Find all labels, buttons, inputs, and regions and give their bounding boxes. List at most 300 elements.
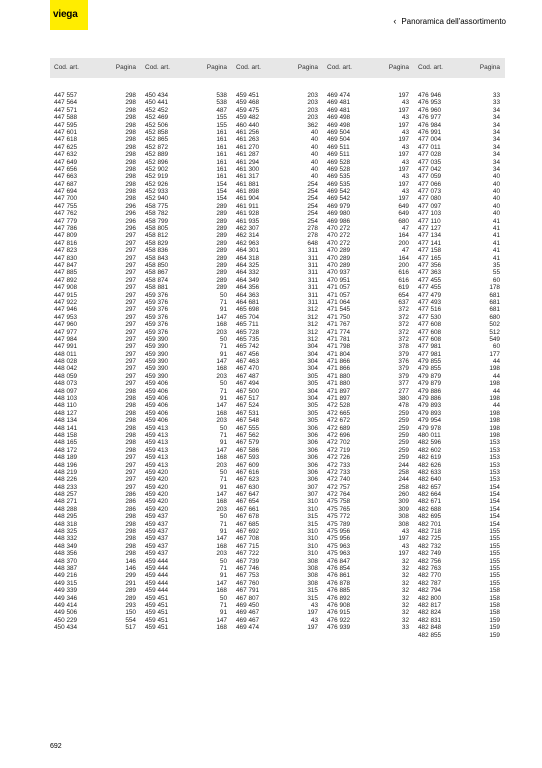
page-ref[interactable]: 254 (307, 217, 318, 225)
page-ref[interactable]: 362 (307, 121, 318, 129)
page-ref[interactable]: 32 (401, 616, 409, 624)
page-ref[interactable]: 311 (307, 284, 318, 292)
page-ref[interactable]: 35 (492, 261, 500, 269)
page-ref[interactable]: 379 (398, 365, 409, 373)
page-ref[interactable]: 297 (125, 335, 136, 343)
page-ref[interactable]: 147 (216, 446, 227, 454)
page-ref[interactable]: 312 (307, 328, 318, 336)
page-ref[interactable]: 91 (219, 609, 227, 617)
page-ref[interactable]: 50 (219, 291, 227, 299)
page-ref[interactable]: 32 (401, 594, 409, 602)
page-ref[interactable]: 146 (125, 557, 136, 565)
page-ref[interactable]: 289 (216, 247, 227, 255)
page-ref[interactable]: 298 (125, 528, 136, 536)
page-ref[interactable]: 155 (489, 542, 500, 550)
page-ref[interactable]: 155 (216, 114, 227, 122)
page-ref[interactable]: 649 (398, 202, 409, 210)
page-ref[interactable]: 146 (125, 565, 136, 572)
page-ref[interactable]: 34 (492, 158, 500, 166)
page-ref[interactable]: 289 (216, 225, 227, 233)
page-ref[interactable]: 153 (489, 468, 500, 476)
page-ref[interactable]: 71 (219, 565, 227, 572)
page-ref[interactable]: 33 (492, 99, 500, 107)
page-ref[interactable]: 34 (492, 128, 500, 136)
page-ref[interactable]: 197 (398, 92, 409, 99)
page-ref[interactable]: 298 (125, 513, 136, 521)
page-ref[interactable]: 517 (125, 624, 136, 632)
page-ref[interactable]: 372 (398, 306, 409, 314)
page-ref[interactable]: 310 (307, 505, 318, 513)
page-ref[interactable]: 299 (125, 572, 136, 580)
page-ref[interactable]: 159 (489, 624, 500, 632)
page-ref[interactable]: 654 (398, 291, 409, 299)
page-ref[interactable]: 44 (492, 387, 500, 395)
page-ref[interactable]: 315 (307, 520, 318, 528)
page-ref[interactable]: 154 (489, 483, 500, 491)
page-ref[interactable]: 298 (125, 446, 136, 454)
page-ref[interactable]: 244 (398, 476, 409, 484)
page-ref[interactable]: 298 (125, 387, 136, 395)
page-ref[interactable]: 41 (492, 225, 500, 233)
page-ref[interactable]: 306 (307, 431, 318, 439)
page-ref[interactable]: 40 (310, 151, 318, 159)
page-ref[interactable]: 380 (398, 395, 409, 403)
page-ref[interactable]: 197 (398, 180, 409, 188)
page-ref[interactable]: 40 (492, 210, 500, 218)
page-ref[interactable]: 154 (216, 195, 227, 203)
page-ref[interactable]: 298 (125, 402, 136, 410)
page-ref[interactable]: 50 (219, 424, 227, 432)
page-ref[interactable]: 155 (489, 528, 500, 536)
page-ref[interactable]: 161 (216, 128, 227, 136)
page-ref[interactable]: 289 (216, 202, 227, 210)
page-ref[interactable]: 254 (307, 188, 318, 196)
page-ref[interactable]: 304 (307, 343, 318, 351)
page-ref[interactable]: 197 (398, 151, 409, 159)
page-ref[interactable]: 310 (307, 542, 318, 550)
page-ref[interactable]: 203 (216, 550, 227, 558)
page-ref[interactable]: 155 (489, 565, 500, 572)
page-ref[interactable]: 549 (489, 335, 500, 343)
page-ref[interactable]: 43 (401, 528, 409, 536)
page-ref[interactable]: 177 (489, 350, 500, 358)
page-ref[interactable]: 91 (219, 572, 227, 580)
page-ref[interactable]: 168 (216, 321, 227, 329)
page-ref[interactable]: 41 (492, 232, 500, 240)
page-ref[interactable]: 297 (125, 461, 136, 469)
page-ref[interactable]: 150 (125, 609, 136, 617)
page-ref[interactable]: 44 (492, 358, 500, 366)
page-ref[interactable]: 289 (216, 269, 227, 277)
page-ref[interactable]: 311 (307, 291, 318, 299)
page-ref[interactable]: 34 (492, 114, 500, 122)
page-ref[interactable]: 297 (125, 284, 136, 292)
page-ref[interactable]: 289 (216, 210, 227, 218)
page-ref[interactable]: 43 (401, 188, 409, 196)
page-ref[interactable]: 158 (489, 587, 500, 595)
page-ref[interactable]: 312 (307, 335, 318, 343)
page-ref[interactable]: 198 (489, 380, 500, 388)
page-ref[interactable]: 648 (307, 239, 318, 247)
page-ref[interactable]: 40 (310, 128, 318, 136)
page-ref[interactable]: 289 (216, 217, 227, 225)
page-ref[interactable]: 168 (216, 542, 227, 550)
page-ref[interactable]: 203 (216, 505, 227, 513)
page-ref[interactable]: 298 (125, 165, 136, 173)
page-ref[interactable]: 91 (219, 350, 227, 358)
page-ref[interactable]: 311 (307, 254, 318, 262)
page-ref[interactable]: 305 (307, 380, 318, 388)
page-ref[interactable]: 308 (307, 565, 318, 572)
page-ref[interactable]: 147 (216, 313, 227, 321)
page-ref[interactable]: 155 (489, 572, 500, 580)
page-ref[interactable]: 297 (125, 358, 136, 366)
page-ref[interactable]: 32 (401, 609, 409, 617)
page-ref[interactable]: 198 (489, 409, 500, 417)
page-ref[interactable]: 310 (307, 498, 318, 506)
page-ref[interactable]: 40 (492, 180, 500, 188)
page-ref[interactable]: 168 (216, 624, 227, 632)
page-ref[interactable]: 155 (489, 550, 500, 558)
page-ref[interactable]: 161 (216, 165, 227, 173)
page-ref[interactable]: 161 (216, 143, 227, 151)
page-ref[interactable]: 154 (216, 180, 227, 188)
page-ref[interactable]: 312 (307, 313, 318, 321)
page-ref[interactable]: 297 (125, 261, 136, 269)
page-ref[interactable]: 153 (489, 439, 500, 447)
page-ref[interactable]: 311 (307, 276, 318, 284)
page-ref[interactable]: 681 (489, 306, 500, 314)
page-ref[interactable]: 41 (492, 217, 500, 225)
page-ref[interactable]: 298 (125, 121, 136, 129)
page-ref[interactable]: 71 (219, 343, 227, 351)
page-ref[interactable]: 286 (125, 491, 136, 499)
page-ref[interactable]: 154 (489, 498, 500, 506)
page-ref[interactable]: 289 (216, 261, 227, 269)
page-ref[interactable]: 50 (219, 380, 227, 388)
page-ref[interactable]: 377 (398, 380, 409, 388)
page-ref[interactable]: 32 (401, 587, 409, 595)
page-ref[interactable]: 298 (125, 128, 136, 136)
page-ref[interactable]: 43 (401, 99, 409, 107)
page-ref[interactable]: 297 (125, 269, 136, 277)
page-ref[interactable]: 310 (307, 550, 318, 558)
page-ref[interactable]: 197 (398, 550, 409, 558)
page-ref[interactable]: 259 (398, 409, 409, 417)
page-ref[interactable]: 43 (401, 542, 409, 550)
page-ref[interactable]: 147 (216, 402, 227, 410)
page-ref[interactable]: 278 (307, 225, 318, 233)
page-ref[interactable]: 298 (125, 158, 136, 166)
page-ref[interactable]: 43 (401, 173, 409, 181)
page-ref[interactable]: 161 (216, 136, 227, 144)
page-ref[interactable]: 372 (398, 328, 409, 336)
page-ref[interactable]: 289 (216, 239, 227, 247)
page-ref[interactable]: 197 (398, 121, 409, 129)
page-ref[interactable]: 312 (307, 306, 318, 314)
page-ref[interactable]: 40 (492, 173, 500, 181)
page-ref[interactable]: 50 (219, 557, 227, 565)
page-ref[interactable]: 147 (216, 616, 227, 624)
page-ref[interactable]: 161 (216, 173, 227, 181)
page-ref[interactable]: 71 (219, 431, 227, 439)
page-ref[interactable]: 289 (216, 284, 227, 292)
page-ref[interactable]: 502 (489, 321, 500, 329)
page-ref[interactable]: 91 (219, 439, 227, 447)
page-ref[interactable]: 649 (398, 210, 409, 218)
page-ref[interactable]: 298 (125, 180, 136, 188)
page-ref[interactable]: 308 (398, 513, 409, 521)
page-ref[interactable]: 155 (489, 579, 500, 587)
page-ref[interactable]: 32 (401, 601, 409, 609)
page-ref[interactable]: 203 (307, 99, 318, 107)
page-ref[interactable]: 311 (307, 247, 318, 255)
page-ref[interactable]: 297 (125, 454, 136, 462)
page-ref[interactable]: 50 (219, 594, 227, 602)
page-ref[interactable]: 298 (125, 431, 136, 439)
page-ref[interactable]: 616 (398, 269, 409, 277)
page-ref[interactable]: 297 (125, 343, 136, 351)
page-ref[interactable]: 297 (125, 350, 136, 358)
page-ref[interactable]: 297 (125, 291, 136, 299)
page-ref[interactable]: 40 (310, 165, 318, 173)
page-ref[interactable]: 306 (307, 461, 318, 469)
page-ref[interactable]: 277 (398, 387, 409, 395)
page-ref[interactable]: 168 (216, 587, 227, 595)
page-ref[interactable]: 71 (219, 298, 227, 306)
page-ref[interactable]: 71 (219, 601, 227, 609)
page-ref[interactable]: 203 (216, 461, 227, 469)
page-ref[interactable]: 47 (401, 225, 409, 233)
page-ref[interactable]: 681 (489, 291, 500, 299)
page-ref[interactable]: 306 (307, 424, 318, 432)
page-ref[interactable]: 304 (307, 387, 318, 395)
page-ref[interactable]: 197 (398, 535, 409, 543)
page-ref[interactable]: 40 (492, 202, 500, 210)
page-ref[interactable]: 307 (307, 483, 318, 491)
page-ref[interactable]: 297 (125, 365, 136, 373)
page-ref[interactable]: 298 (125, 173, 136, 181)
page-ref[interactable]: 40 (310, 158, 318, 166)
page-ref[interactable]: 203 (307, 92, 318, 99)
page-ref[interactable]: 297 (125, 232, 136, 240)
page-ref[interactable]: 304 (307, 365, 318, 373)
page-ref[interactable]: 298 (125, 99, 136, 107)
page-ref[interactable]: 311 (307, 269, 318, 277)
page-ref[interactable]: 298 (125, 439, 136, 447)
page-ref[interactable]: 154 (489, 505, 500, 513)
page-ref[interactable]: 153 (489, 476, 500, 484)
page-ref[interactable]: 155 (489, 535, 500, 543)
page-ref[interactable]: 310 (307, 535, 318, 543)
page-ref[interactable]: 32 (401, 572, 409, 580)
page-ref[interactable]: 244 (398, 461, 409, 469)
page-ref[interactable]: 315 (307, 594, 318, 602)
page-ref[interactable]: 286 (125, 498, 136, 506)
page-ref[interactable]: 304 (307, 358, 318, 366)
page-ref[interactable]: 259 (398, 431, 409, 439)
page-ref[interactable]: 298 (125, 114, 136, 122)
page-ref[interactable]: 43 (310, 601, 318, 609)
page-ref[interactable]: 154 (489, 520, 500, 528)
page-ref[interactable]: 32 (401, 579, 409, 587)
page-ref[interactable]: 296 (125, 202, 136, 210)
page-ref[interactable]: 197 (398, 106, 409, 114)
page-ref[interactable]: 298 (125, 424, 136, 432)
page-ref[interactable]: 71 (219, 520, 227, 528)
page-ref[interactable]: 47 (401, 247, 409, 255)
page-ref[interactable]: 308 (307, 557, 318, 565)
page-ref[interactable]: 306 (307, 446, 318, 454)
page-ref[interactable]: 153 (489, 461, 500, 469)
page-ref[interactable]: 296 (125, 210, 136, 218)
page-ref[interactable]: 298 (125, 195, 136, 203)
page-ref[interactable]: 158 (489, 594, 500, 602)
page-ref[interactable]: 297 (125, 313, 136, 321)
page-ref[interactable]: 41 (492, 254, 500, 262)
page-ref[interactable]: 297 (125, 380, 136, 388)
page-ref[interactable]: 289 (216, 276, 227, 284)
page-ref[interactable]: 34 (492, 136, 500, 144)
page-ref[interactable]: 154 (489, 513, 500, 521)
page-ref[interactable]: 298 (125, 535, 136, 543)
page-ref[interactable]: 32 (401, 557, 409, 565)
page-ref[interactable]: 306 (307, 439, 318, 447)
page-ref[interactable]: 147 (216, 535, 227, 543)
page-ref[interactable]: 44 (492, 372, 500, 380)
page-ref[interactable]: 155 (489, 557, 500, 565)
page-ref[interactable]: 297 (125, 372, 136, 380)
page-ref[interactable]: 43 (310, 616, 318, 624)
page-ref[interactable]: 198 (489, 395, 500, 403)
page-ref[interactable]: 311 (307, 261, 318, 269)
page-ref[interactable]: 164 (398, 232, 409, 240)
page-ref[interactable]: 161 (216, 151, 227, 159)
page-ref[interactable]: 297 (125, 468, 136, 476)
page-ref[interactable]: 197 (398, 165, 409, 173)
page-ref[interactable]: 40 (492, 195, 500, 203)
page-ref[interactable]: 34 (492, 106, 500, 114)
page-ref[interactable]: 154 (489, 491, 500, 499)
page-ref[interactable]: 147 (216, 491, 227, 499)
page-ref[interactable]: 298 (125, 395, 136, 403)
page-ref[interactable]: 308 (398, 520, 409, 528)
page-ref[interactable]: 50 (219, 513, 227, 521)
page-ref[interactable]: 309 (398, 505, 409, 513)
page-ref[interactable]: 198 (489, 431, 500, 439)
page-ref[interactable]: 298 (125, 136, 136, 144)
page-ref[interactable]: 304 (307, 350, 318, 358)
page-ref[interactable]: 197 (398, 195, 409, 203)
page-ref[interactable]: 178 (489, 284, 500, 292)
page-ref[interactable]: 200 (398, 261, 409, 269)
page-ref[interactable]: 310 (307, 528, 318, 536)
page-ref[interactable]: 197 (398, 136, 409, 144)
page-ref[interactable]: 297 (125, 328, 136, 336)
page-ref[interactable]: 312 (307, 321, 318, 329)
page-ref[interactable]: 254 (307, 195, 318, 203)
page-ref[interactable]: 60 (492, 343, 500, 351)
page-ref[interactable]: 161 (216, 158, 227, 166)
page-ref[interactable]: 315 (307, 587, 318, 595)
page-ref[interactable]: 304 (307, 395, 318, 403)
page-ref[interactable]: 298 (125, 106, 136, 114)
page-ref[interactable]: 43 (401, 158, 409, 166)
page-ref[interactable]: 50 (219, 468, 227, 476)
page-ref[interactable]: 203 (216, 372, 227, 380)
page-ref[interactable]: 43 (401, 143, 409, 151)
page-ref[interactable]: 159 (489, 616, 500, 624)
page-ref[interactable]: 259 (398, 446, 409, 454)
page-ref[interactable]: 305 (307, 417, 318, 425)
page-ref[interactable]: 260 (398, 491, 409, 499)
page-ref[interactable]: 154 (216, 188, 227, 196)
page-ref[interactable]: 44 (492, 402, 500, 410)
page-ref[interactable]: 203 (307, 114, 318, 122)
page-ref[interactable]: 619 (398, 284, 409, 292)
page-ref[interactable]: 147 (216, 579, 227, 587)
page-ref[interactable]: 305 (307, 372, 318, 380)
page-ref[interactable]: 159 (489, 631, 500, 639)
page-ref[interactable]: 197 (307, 624, 318, 632)
page-ref[interactable]: 291 (125, 579, 136, 587)
page-ref[interactable]: 153 (489, 446, 500, 454)
page-ref[interactable]: 33 (401, 624, 409, 632)
page-ref[interactable]: 168 (216, 498, 227, 506)
page-ref[interactable]: 41 (492, 239, 500, 247)
page-ref[interactable]: 298 (125, 143, 136, 151)
page-ref[interactable]: 258 (398, 468, 409, 476)
page-ref[interactable]: 298 (125, 92, 136, 99)
page-ref[interactable]: 298 (125, 542, 136, 550)
page-ref[interactable]: 297 (125, 247, 136, 255)
page-ref[interactable]: 306 (307, 476, 318, 484)
page-ref[interactable]: 298 (125, 550, 136, 558)
page-ref[interactable]: 298 (125, 520, 136, 528)
page-ref[interactable]: 297 (125, 239, 136, 247)
page-ref[interactable]: 40 (492, 188, 500, 196)
page-ref[interactable]: 254 (307, 202, 318, 210)
page-ref[interactable]: 55 (492, 269, 500, 277)
page-ref[interactable]: 34 (492, 121, 500, 129)
page-ref[interactable]: 40 (310, 143, 318, 151)
page-ref[interactable]: 198 (489, 424, 500, 432)
page-ref[interactable]: 298 (125, 417, 136, 425)
page-ref[interactable]: 197 (307, 609, 318, 617)
page-ref[interactable]: 198 (489, 365, 500, 373)
page-ref[interactable]: 305 (307, 402, 318, 410)
page-ref[interactable]: 297 (125, 476, 136, 484)
page-ref[interactable]: 372 (398, 313, 409, 321)
page-ref[interactable]: 298 (125, 151, 136, 159)
page-ref[interactable]: 306 (307, 468, 318, 476)
section-nav-link[interactable] (393, 16, 506, 26)
page-ref[interactable]: 50 (219, 335, 227, 343)
page-ref[interactable]: 259 (398, 417, 409, 425)
page-ref[interactable]: 278 (307, 232, 318, 240)
page-ref[interactable]: 376 (398, 358, 409, 366)
page-ref[interactable]: 198 (489, 417, 500, 425)
page-ref[interactable]: 200 (398, 239, 409, 247)
page-ref[interactable]: 297 (125, 306, 136, 314)
page-ref[interactable]: 259 (398, 439, 409, 447)
page-ref[interactable]: 259 (398, 424, 409, 432)
page-ref[interactable]: 478 (398, 402, 409, 410)
page-ref[interactable]: 71 (219, 387, 227, 395)
page-ref[interactable]: 164 (398, 254, 409, 262)
page-ref[interactable]: 91 (219, 395, 227, 403)
page-ref[interactable]: 378 (398, 343, 409, 351)
